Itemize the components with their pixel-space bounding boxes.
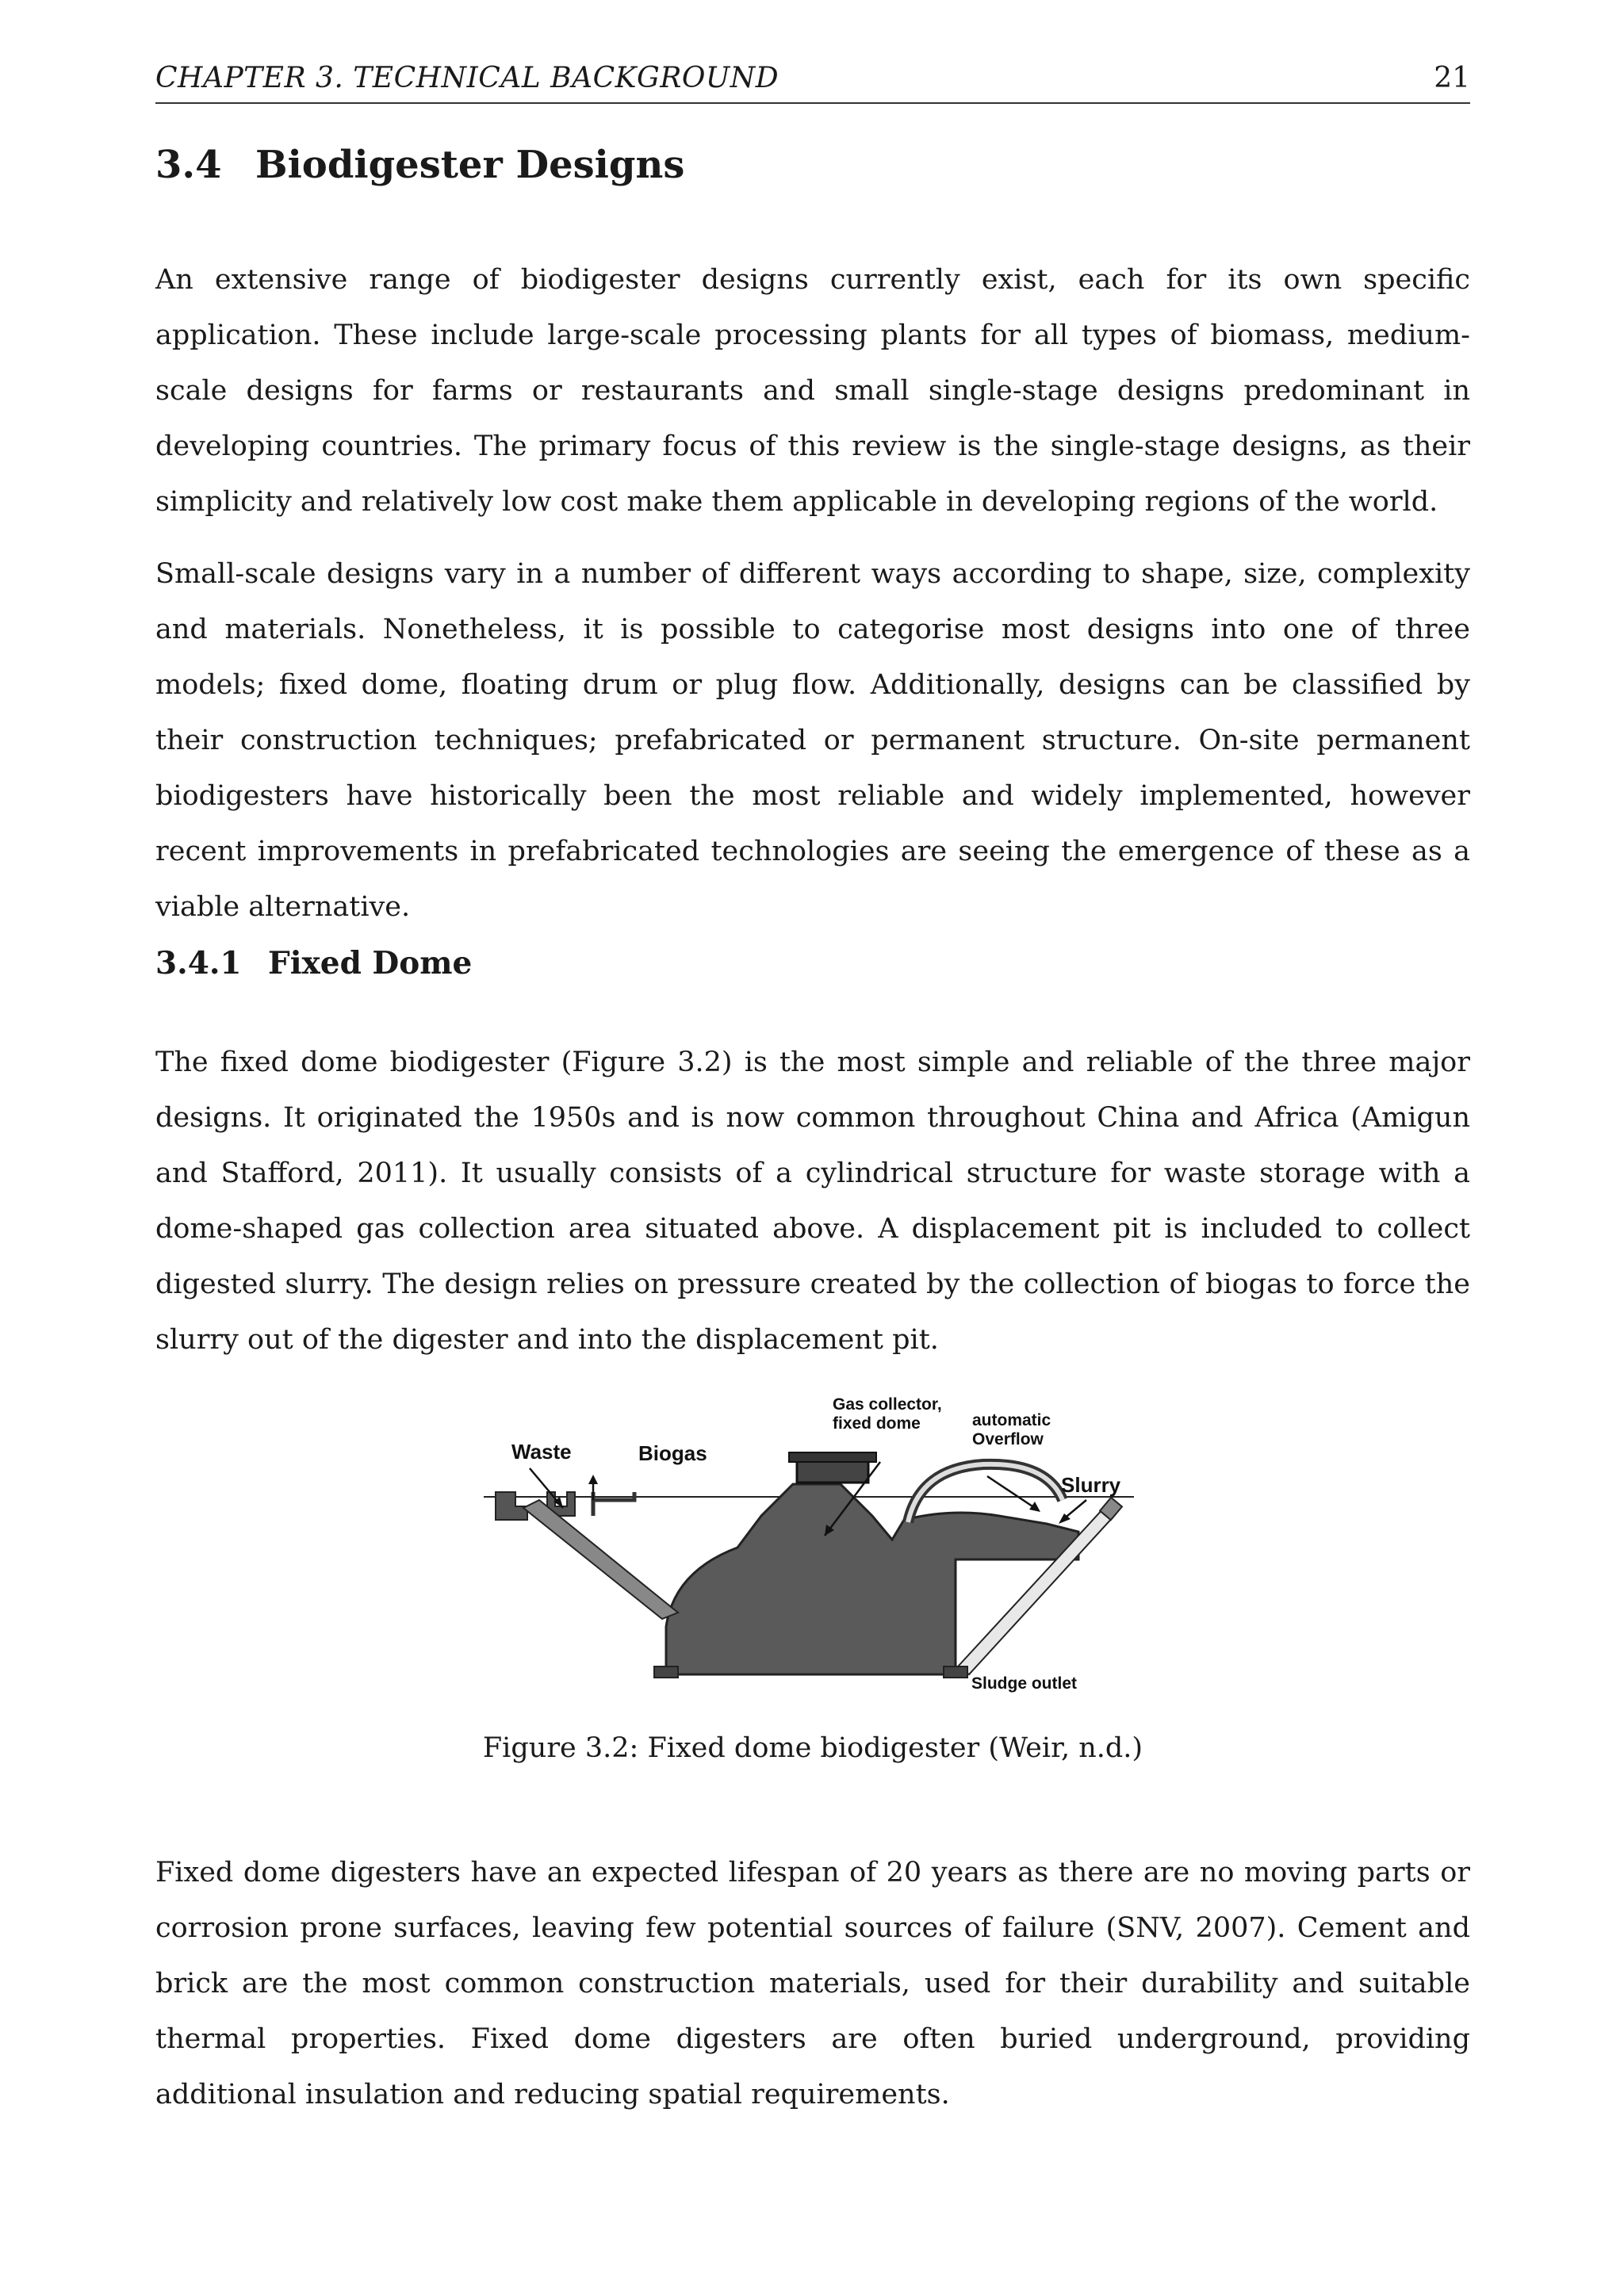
subsection-number: 3.4.1 (155, 945, 242, 982)
label-overflow-2: Overflow (972, 1430, 1044, 1448)
label-slurry: Slurry (1061, 1473, 1121, 1497)
digester-body (666, 1484, 1078, 1674)
section-heading (155, 143, 684, 187)
overflow-arrow (987, 1476, 1035, 1508)
biodigester-diagram (476, 1389, 1150, 1698)
chapter-title: CHAPTER 3. TECHNICAL BACKGROUND (155, 62, 779, 94)
inlet-pipe (523, 1500, 678, 1619)
gas-pipe (593, 1492, 634, 1516)
figure-fixed-dome-biodigester (476, 1389, 1150, 1698)
label-biogas: Biogas (638, 1441, 707, 1465)
label-waste: Waste (511, 1440, 572, 1464)
paragraph-lifespan: Fixed dome digesters have an expected lifespan of 20 years as there are no moving parts or corrosion prone surfaces, leaving few potential sources of failure (SNV, 2007). Cement and brick are the most common construction materials, used for their durability and suitable thermal properties. Fixed dome digesters are often buried underground, providing additional insulation and reducing spatial requirements. (155, 1857, 1470, 2110)
label-gas-collector-2: fixed dome (833, 1414, 921, 1433)
footing-right (944, 1667, 967, 1678)
paragraph-small-scale: Small-scale designs vary in a number of different ways according to shape, size, complexity and materials. Nonetheless, it is possible to categorise most designs into one of three models; fixed dome, floating drum or plug flow. Additionally, designs can be classified by their construction techniques; prefabricated or permanent structure. On-site permanent biodigesters have historically been the most reliable and widely implemented, however recent improvements in prefabricated technologies are seeing the emergence of these as a viable alternative. (155, 558, 1470, 923)
dome-lid (789, 1452, 876, 1462)
subsection-title: Fixed Dome (268, 945, 473, 982)
footing-left (654, 1667, 678, 1678)
paragraph-intro: An extensive range of biodigester designs currently exist, each for its own specific application. These include large-scale processing plants for all types of biomass, medium-scale designs for farms or restaurants and small single-stage designs predominant in developing countries. The primary focus of this review is the single-stage designs, as their simplicity and relatively low cost make them applicable in developing regions of the world. (155, 264, 1470, 518)
label-overflow-1: automatic (972, 1411, 1051, 1429)
section-number: 3.4 (155, 143, 222, 187)
label-sludge-outlet: Sludge outlet (971, 1674, 1077, 1693)
paragraph-fixed-dome: The fixed dome biodigester (Figure 3.2) is the most simple and reliable of the three major designs. It originated the 1950s and is now common throughout China and Africa (Amigun and Stafford, 2011). It usually consists of a cylindrical structure for waste storage with a dome-shaped gas collection area situated above. A displacement pit is included to collect digested slurry. The design relies on pressure created by the collection of biogas to force the slurry out of the digester and into the displacement pit. (155, 1047, 1470, 1356)
page-number: 21 (1434, 62, 1470, 94)
subsection-heading (155, 945, 472, 982)
running-header (155, 62, 1470, 104)
label-gas-collector-1: Gas collector, (833, 1395, 942, 1414)
section-title: Biodigester Designs (255, 143, 685, 187)
figure-caption: Figure 3.2: Fixed dome biodigester (Weir, n.d.) (482, 1732, 1143, 1764)
